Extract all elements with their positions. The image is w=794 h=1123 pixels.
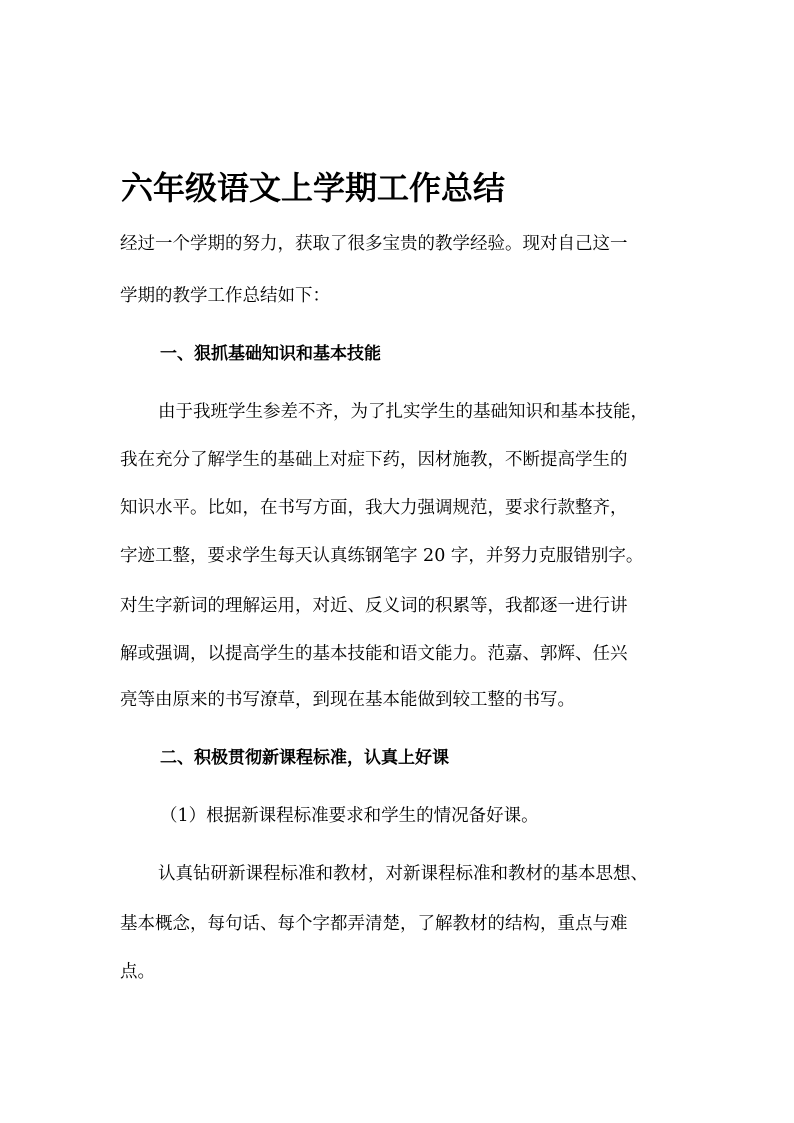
section-2-subheading: （1）根据新课程标准要求和学生的情况备好课。 — [160, 806, 539, 826]
section-1-line-4: 字迹工整，要求学生每天认真练钢笔字 20 字，并努力克服错别字。 — [120, 546, 644, 566]
section-2-heading: 二、积极贯彻新课程标准，认真上好课 — [160, 748, 449, 768]
section-1-line-1: 由于我班学生参差不齐，为了扎实学生的基础知识和基本技能， — [158, 402, 648, 422]
section-1-line-7: 亮等由原来的书写潦草，到现在基本能做到较工整的书写。 — [120, 690, 575, 710]
section-1-line-3: 知识水平。比如，在书写方面，我大力强调规范，要求行款整齐， — [120, 498, 628, 518]
section-1-line-5: 对生字新词的理解运用，对近、反义词的积累等，我都逐一进行讲 — [120, 596, 628, 616]
document-title: 六年级语文上学期工作总结 — [121, 169, 506, 207]
section-1-heading: 一、狠抓基础知识和基本技能 — [160, 344, 381, 364]
section-1-line-6: 解或强调，以提高学生的基本技能和语文能力。范嘉、郭辉、任兴 — [120, 644, 628, 664]
section-2-line-1: 认真钻研新课程标准和教材，对新课程标准和教材的基本思想、 — [158, 864, 648, 884]
section-2-line-3: 点。 — [120, 962, 155, 982]
intro-line-1: 经过一个学期的努力，获取了很多宝贵的教学经验。现对自己这一 — [120, 234, 628, 254]
section-2-line-2: 基本概念，每句话、每个字都弄清楚，了解教材的结构，重点与难 — [120, 914, 628, 934]
intro-line-2: 学期的教学工作总结如下： — [120, 286, 330, 306]
section-1-line-2: 我在充分了解学生的基础上对症下药，因材施教，不断提高学生的 — [120, 450, 628, 470]
